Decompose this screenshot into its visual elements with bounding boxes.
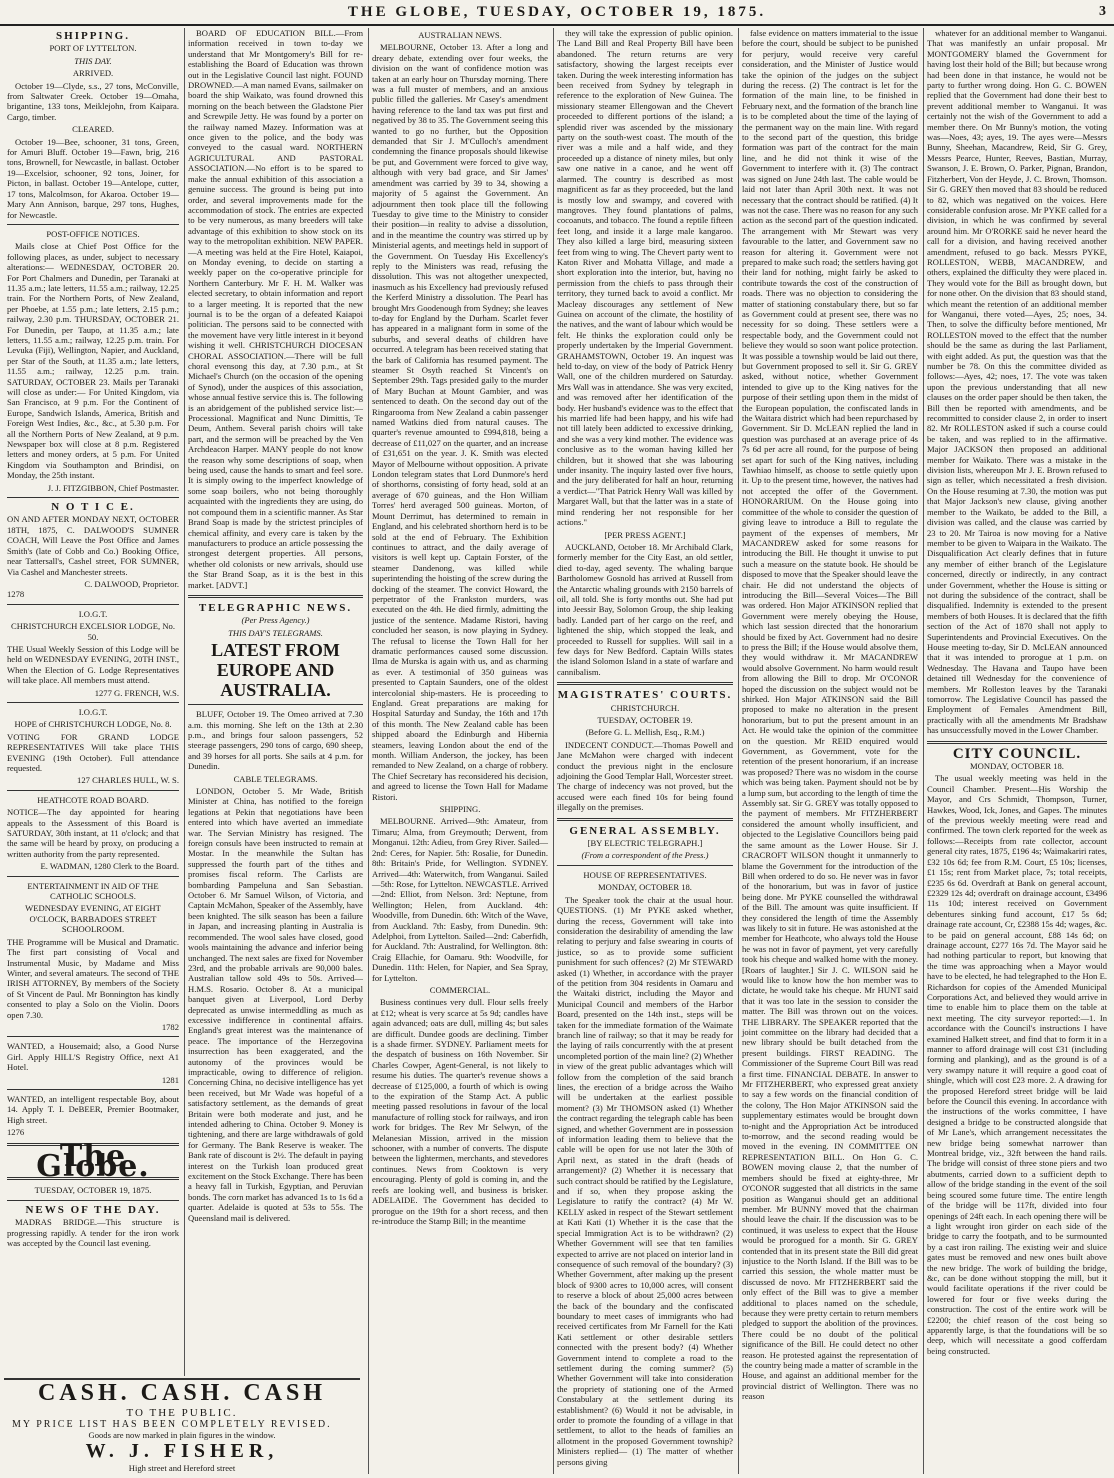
cable-text: LONDON, October 5. Mr Wade, British Minister at China, has notified to the foreign legations at Pekin that negotiations have been entered into which have averted an immediate war. The Servian Ministry has resigned. The foreign consuls have been instructed to remain at Mostar. In the meanwhile the Sultan has suppressed the fourth part of the tithes and promises fiscal reform. The Carlists are bombarding Pampeluna and San Sebastian. October 6. Mr Samuel Wilson, of Victoria, and Captain McMahon, Speaker of the Assembly, have been knighted. The silk season has been a failure in Japan, and increasing planting in Australia is recommended. The wool sales have closed, good wools maintaining the advance and inferior being unchanged. The next sales are fixed for November 23rd, and the probable arrivals are 90,000 bales. Australian tallow sold 49s to 50s. Arrived—H.M.S. Rosario. October 8. At a municipal banquet given at Liverpool, Lord Derby deprecated as unwise intermeddling as much as excessive indifference in continental affairs. England's great interest was the maintenance of peace. The importance of the Herzegovina insurrection has been exaggerated, and the autonomy of the provinces would be impracticable, owing to difference of religion. Concerning China, no decisive intelligence has yet been received, but Mr Wade was hopeful of a satisfactory settlement, as the demands of great Britain were both moderate and just, and he intended adhering to China. October 9. Money is tightening, and there are large withdrawals of gold for Germany. The Bank Reserve is weaker. The Bank rate of discount is 2½. The default in paying interest on the Turkish loan produced great excitement on the Stock Exchange. There has been a heavy fall in Turkish, Egyptian, and Peruvian bonds. The corn market has advanced 1s to 1s 6d a quarter. Adelaide is quoted at 53s to 55s. The Queensland mail is delivered. — [188, 786, 363, 1223]
notice-text: ON AND AFTER MONDAY NEXT, OCTOBER 18TH, 1875, C. DALWOOD'S SUMNER COACH, Will Leave the Post Office and James Smith's (late of Cobb and Co.) Booking Office, near Tattersall's, Cashel street, FOR SUMNER, Via Cashel and Manchester streets. — [7, 514, 179, 577]
commercial-heading: COMMERCIAL. — [429, 984, 491, 995]
iogt1-lodge: CHRISTCHURCH EXCELSIOR LODGE, No. 50. — [10, 621, 175, 642]
australian-news-heading: AUSTRALIAN NEWS. — [418, 30, 502, 40]
notice-number: 1278 — [7, 589, 25, 600]
column-5 — [738, 28, 921, 1474]
iogt2-text: VOTING FOR GRAND LODGE REPRESENTATIVES Will take place THIS EVENING (19th October). Full attendance requested. — [7, 731, 179, 773]
divider — [7, 1036, 179, 1037]
divider — [7, 497, 179, 498]
magistrates-text: INDECENT CONDUCT.—Thomas Powell and Jane McMahon were charged with indecent conduct the previous night in the enclosure adjoining the Good Templar Hall, Worcester street. The charge of indecency was not proved, but the accused were each fined 10s for being found illegally on the premises. — [557, 739, 733, 813]
magistrates-place: CHRISTCHURCH. — [610, 702, 680, 713]
cash-address: High street and Hereford street — [128, 1463, 236, 1473]
entertainment-number: 1782 — [161, 1021, 179, 1032]
cash-advertisement — [4, 1378, 360, 1473]
iogt2-heading: I.O.G.T. — [78, 706, 108, 717]
cable-heading: CABLE TELEGRAMS. — [233, 773, 318, 784]
house-heading: HOUSE OF REPRESENTATIVES. — [583, 869, 707, 880]
notice-heading: N O T I C E. — [51, 501, 135, 514]
news-of-day-heading: NEWS OF THE DAY. — [25, 1203, 161, 1216]
cleared-text: October 19—Bee, schooner, 31 tons, Green, for Amuri Bluff. October 19—Fawn, brig, 216 tons, Brownell, for Newcastle, in ballast. October 19—Excelsior, schooner, 92 tons, Joiner, for Picton, in ballast. October 19—Antelope, cutter, 17 tons, Malcolmson, for Akaroa. October 19—Mary Ann Annison, barque, 297 tons, Hughes, for Newcastle. — [7, 136, 179, 220]
column-1 — [4, 28, 182, 1474]
divider — [188, 595, 363, 598]
page-number: 3 — [1099, 4, 1106, 19]
arrived-text: October 19—Clyde, s.s., 27 tons, McConville, from Saltwater Creek. October 19—Omaha, brigantine, 133 tons, Meiklejohn, from Kaipara. Cargo, timber. — [7, 80, 179, 122]
house-date: MONDAY, OCTOBER 18. — [598, 882, 692, 893]
port-heading: PORT OF LYTTELTON. — [49, 43, 137, 54]
divider — [927, 741, 1107, 744]
city-council-date: MONDAY, OCTOBER 18. — [970, 761, 1064, 772]
road-board-heading: HEATHCOTE ROAD BOARD. — [37, 794, 149, 805]
divider — [7, 790, 179, 791]
divider — [7, 604, 179, 605]
wanted-boy-text: WANTED, an intelligent respectable Boy, about 14. Apply T. I. DeBEER, Premier Bootmaker, High street. — [7, 1093, 179, 1125]
general-assembly-telegraph: [BY ELECTRIC TELEGRAPH.] — [587, 838, 703, 849]
shipping-heading: SHIPPING. — [56, 30, 130, 42]
postoffice-text: Mails close at Chief Post Office for the following places, as under, subject to necessary alterations:— WEDNESDAY, OCTOBER 20. For Port Chalmers and Dunedin, per Taranaki at 11.35 a.m.; late letters, 11.55 a.m.; railway, 12.25 train. For the Northern Ports, of New Zealand, per Phoebe, at 1.55 p.m.; late letters, 2.15 p.m.; railway, 2.30 p.m. THURSDAY, OCTOBER 21. For Dunedin, per Taupo, at 11.35 a.m.; late letters, 11.55 a.m.; railway, 12.25 p.m. train. For Levuka (Fiji), Wellington, Napier, and Auckland, per Star of the South, at 11.35 a.m.; late letters, 11.55 a.m.; railway, 12.25 p.m. train. SATURDAY, OCTOBER 23. Mails per Taranaki will close as under:— For United Kingdom, via San Francisco, at 9 p.m. For the Continent of Europe, Sandwich Islands, America, British and Foreign West Indies, &c., &c., at 5.30 p.m. For all the Northern Ports of New Zealand, at 9 p.m. Newspaper box will close at 8 p.m. Registered letters and money orders, at 5 p.m. For United Kingdom via Southampton and Brindisi, on Monday, the 25th instant. — [7, 241, 179, 481]
assembly-end-text: whatever for an additional member to Wanganui. That was manifestly an unfair proposal. Mr MONTGOMERY blamed the Government for having lost their hold of the Bill; but because wrong had been done in that instance, he would not be party to further wrong doing. Hon G. C. BOWEN replied that the Government had done their best to prevent additional member to Wanganui. It was certainly not the wish of the Government to add a member there. On Mr Bunny's motion, the voting was—Noes, 43; ayes, 19. The ayes were—Messrs Bunny, Sheehan, Macandrew, Reid, Sir G. Grey, Messrs Pearce, Hunter, Reeves, Bastian, Murray, Swanson, J. E. Brown, O. Parker, Pignan, Brandon, Fitzherbert, Von der Heyde, J. C. Brown, Thomson. Sir G. GREY then moved that 83 should be reduced to 82, which was negatived on the voices. Here considerable confusion arose. Mr PYKE called for a division, in which he was confirmed by several around him. Mr O'RORKE said he never heard the call for a division, and having received another amendment, refused to go back. Messrs PYKE, ROLLESTON, WEBB, MACANDREW, and others, explained the difficulty they were placed in. They would vote for the Bill as brought down, but for none other. On the division that 83 should stand, which meant the retention of an additional member for Wanganui, there voted—Ayes, 25; noes, 34. Then, to solve the difficulty before mentioned, Mr ROLLESTON moved to the effect that the number should be the same as during the last Parliament, with eight added. As put, the question was that the number be 78. On this the committee divided as follows:—Ayes, 42; noes, 17. The vote was taken upon the previous understanding that all new clauses on the order paper should be then taken, the Bill then be reported with amendments, and be recommitted to consider clause 2, in order to insert 82. Mr ROLLESTON asked if such a course could be taken, and was replied to in the affirmative. Major JACKSON then proposed an additional member for Waikato. There was a mistake in the division lists, whereupon Mr J. E. Brown refused to sign as teller, which necessitated a fresh division. On the House resuming at 7.30, the motion was put that Major Jackson's new clause, giving another member to the Waikato, be added to the Bill, a division was called, and the clause was carried by 23 to 20. Mr Tairoa is now moving for a Native member to be given to Waipara in the Waikato. The Disqualification Act clearly defines that in future any member of either branch of the Legislature concerned, directly or indirectly, in any contract under Government, whether the House is sitting or not during the subsidence of the contract, shall be disqualified. Indemnity is extended to the present members of both Houses. It is declared that the fifth section of the Act of 1870 shall not apply to Superintendents and Provincial Executives. On the House meeting to-day, Sir D. McLEAN announced that it was intended to prorogue at 1 p.m. on Wednesday. The Havana and Taupo have been detained till Wednesday for the convenience of members. Mr Rolleston leaves by the Taranaki tomorrow. The Legislative Council has passed the Employment of Females Amendment Bill, practically with all the amendments Mr Bradshaw has unsuccessfully moved in the Lower Chamber. — [927, 28, 1107, 736]
city-council-heading: CITY COUNCIL. — [952, 745, 1082, 762]
cash-plain-figures: Goods are now marked in plain figures in the window. — [88, 1430, 276, 1440]
house-text: The Speaker took the chair at the usual hour. QUESTIONS. (1) Mr PYKE asked whether, during the recess, Government will take into consideration the desirability of amending the law relating to perjury and false swearing in courts of justice, so as to provide some sufficient punishment for such offences? (2) Mr STEWARD asked (1) Whether, in accordance with the prayer of the petition from 304 residents in Oamaru and the Waitaki district, including the Mayor and Municipal Council and members of the Harbor Board, presented on the 14th inst., steps will be taken for the immediate formation of the Waimate branch line of railway; so that it may be ready for the laying of rails concurrently with the at present uncompleted portion of the main line? (2) Whether in view of the great public advantages which will follow from the completion of the said branch lines, the erection of a bridge across the Waiho will be undertaken at the earliest possible moment? (3) Mr THOMSON asked (1) Whether the contract regarding the telegraph cable has been signed, and whether Government are in possession of information leading them to believe that the cable will be open for use not later the 30th of April next, as stated in the draft (heads of arrangement)? (2) Whether it is necessary that such contract should be ratified by the Legislature, and if so, when they propose asking the Legislature to ratify the contract? (4) Mr W. KELLY asked in respect of the Stewart settlement at Kati Kati (1) Whether it is the case that the special Immigration Act is to be withdrawn? (2) Whether Government will see that ten families expected to arrive are not placed on interior land in consequence of such removal of the boundary? (3) Whether Government, after making up the present block of 9300 acres to 10,000 acres, will consent to reserve a block of about 25,000 acres between the back of the boundary and the confiscated boundary to meet cases of immigrants who had received certificates from Mr Farnell for the Kati Kati settlement or other desirable settlers connected with the present body? (4) Whether Government intend to complete a road to the settlement during the coming summer? (5) Whether Government will take into consideration the propriety of stationing one of the Armed Constabulary at the settlement during its establishment? (6) Would it not be advisable, in order to promote the founding of a village in that settlement, to allot to the heads of families an allotment in the proposed Government township? Ministers replied— (1) The matter of whether persons giving — [557, 894, 733, 1467]
bluff-text: BLUFF, October 19. The Omeo arrived at 7.30 a.m. this morning. She left on the 13th at 2.30 p.m., and brings four saloon passengers, 52 steerage passengers, 290 tons of cargo, 690 sheep, and 39 horses for all ports. She sails at 4 p.m. for Dunedin. — [188, 709, 363, 772]
iogt1-heading: I.O.G.T. — [78, 608, 108, 619]
cleared-heading: CLEARED. — [72, 124, 114, 135]
cash-to-public: TO THE PUBLIC. — [126, 1407, 238, 1419]
column-4 — [553, 28, 736, 1474]
road-board-text: NOTICE—The day appointed for hearing appeals to the Assessment of this Board is SATURDAY, 30th instant, at 11 o'clock; and that the same will be heard by proxy, on producing a written authority from the party represented. — [7, 807, 179, 859]
globe-title: The Globe. — [36, 1138, 150, 1184]
local-news-text: BOARD OF EDUCATION BILL.—From information received in town to-day we understand that Mr Montgomery's Bill for re-establishing the Board of Education was thrown out in the Legislative Council last night. FOUND DROWNED.—A man named Evans, sailmaker on board the ship Waikato, was found drowned this morning on the beach between the Gladstone Pier and Screwpile Jetty. He was found by a porter on the railway named Mazey. Information was at once given to the police, and the body was conveyed to the casual ward. NORTHERN AGRICULTURAL AND PASTORAL ASSOCIATION.—No effort is to be spared to make the annual exhibition of this association a genuine success. The ground is being put into order, and several improvements made for the accommodation of stock. The entries are expected to be very numerous, as many breeders will take advantage of this exhibition to show stock on its way to the metropolitan exhibition. NEW PAPER.—A meeting was held at the Fire Hotel, Kaiapoi, on Monday evening, to decide on starting a weekly paper on the co-operative principle for Northern Canterbury. Mr F. H. M. Walker was elected secretary, to obtain information and report to a larger meeting. It is reported that the new journal is to be the organ of a defeated Kaiapoi politician. The persons said to be connected with the movement have very little interest in it beyond wishing it well. CHRISTCHURCH DIOCESAN CHORAL ASSOCIATION.—There will be full choral evensong this day, at 7.30 p.m., at St Michael's Church (on the occasion of the opening of Synod), under the auspices of this association, whose annual festive service this is. The following is an abridgement of the published service list:—Processional. Magnificat and Nunc Dimittis, Te Deum, Anthem. Several parish choirs will take part, and the sermon will be preached by the Ven Archdeacon Harper. MANY people do not know the reason why some descriptions of soap, when being used, cause the hands to smart and feel sore. It is simply owing to the imperfect knowledge of some soap boilers, who not being thoroughly acquainted with the ingredients they are using, do not compound them in a scientific manner. As Star Brand Soap is made by the strictest principles of chemical affinity, and every care is taken by the manufacturers to produce an article possessing the strongest detergent properties. All persons, whether old colonists or new arrivals, should use the Star Brand Soap, as it is the best in this market. [ADVT.] — [188, 28, 363, 590]
news-of-day-text: MADRAS BRIDGE.—This structure is progressing rapidly. A tender for the iron work was accepted by the Council last evening. — [7, 1217, 179, 1249]
divider — [7, 1200, 179, 1201]
cash-merchant-name: W. J. FISHER, — [85, 1440, 279, 1462]
postoffice-signature: J. J. FITZGIBBON, Chief Postmaster. — [47, 482, 179, 493]
columns — [4, 28, 1110, 1474]
general-assembly-correspondent: (From a correspondent of the Press.) — [581, 850, 709, 861]
this-day-heading: THIS DAY. — [74, 55, 112, 66]
iogt2-lodge: HOPE of CHRISTCHURCH LODGE, No. 8. — [14, 719, 172, 730]
entertainment-when: WEDNESDAY EVENING, AT EIGHT O'CLOCK, BARBADOES STREET SCHOOLROOM. — [25, 903, 161, 935]
shipping-text-2: MELBOURNE. Arrived—9th: Amateur, from Timaru; Alma, from Greymouth; Derwent, from Monganui. 12th: Adieu, from Grey River. Sailed—2nd: Ceres, for Napier. 5th: Rosalie, for Dunedin. 8th: Britain's Pride, for Wellington. SYDNEY. Arrived—4th: Waterwitch, from Wanganui. Sailed—5th: Rose, for Lyttelton. NEWCASTLE. Arrived—2nd: Elliot, from Nelson. 3rd: Neptune, from Wellington; Helen, from Auckland. 4th: Woodville, from Dunedin. 6th: Witch of the Wave, from Auckland. 7th: Easby, from Dunedin. 9th: Adelphoi, from Lyttelton. Sailed—2nd: Caberfidh, for Auckland. 7th: Australind, for Wellington. 8th: Craig Ellachie, for Oamaru. 9th: Woodville, for Dunedin. 11th: Helen, for Napier, and Sea Spray, for Lyttelton. — [372, 816, 548, 983]
masthead-title: THE GLOBE, TUESDAY, OCTOBER 19, 1875. — [347, 4, 767, 20]
latest-heading: LATEST FROM EUROPE AND AUSTRALIA. — [211, 640, 340, 701]
divider — [7, 224, 179, 225]
divider — [188, 704, 363, 705]
cash-price-list: MY PRICE LIST HAS BEEN COMPLETELY REVISED. — [12, 1419, 332, 1430]
telegraphic-agency: (Per Press Agency.) — [241, 615, 310, 626]
masthead — [0, 0, 1114, 26]
shipping-heading-2: SHIPPING. — [439, 804, 481, 815]
wanted-housemaid-text: WANTED, a Housemaid; also, a Good Nurse Girl. Apply HILL'S Registry Office, next A1 Hotel. — [7, 1041, 179, 1073]
column-3 — [368, 28, 551, 1474]
iogt2-signature: 127 CHARLES HULL, W. S. — [77, 775, 179, 786]
telegraphic-news-heading: TELEGRAPHIC NEWS. — [198, 601, 353, 614]
divider — [7, 1089, 179, 1090]
arrived-heading: ARRIVED. — [72, 68, 114, 79]
divider — [7, 702, 179, 703]
divider — [557, 818, 733, 821]
australian-news-text: MELBOURNE, October 13. After a long and dreary debate, extending over four weeks, the division on the want of confidence motion was taken at an early hour on Thursday morning. There was a full muster of members, and an anxious public filled the galleries. Mr Casey's amendment having reference to the land tax was put first and negatived by 38 to 35. The Government seeing this wanted to go no further, but the Opposition demanded that Sir J. M'Culloch's amendment condemning the finance proposals should likewise be put, and Government were forced to give way, although with very bad grace, and Sir James' amendment was carried by 39 to 34, showing a majority of 5 against the Government. An adjournment then took place till the following Tuesday to give time to the Ministry to consider their position—in reality to advise a dissolution, and in the meantime the country was stirred up by Ministerial agents, and meetings held in support of the Government. On Tuesday His Excellency's reply to the Ministers was read, refusing the dissolution. This was not altogether unexpected, inasmuch as his Excellency had previously refused the Kerferd Ministry a dissolution. The Pearl has brought Mrs Goodenough from Sydney; she leaves to-day for England by the Durham. Scarlet fever has appeared in a malignant form in some of the suburbs, and several deaths of children have occurred. A telegram has been received stating that the bark of California has resumed payment. The steamer St Osyth reached St Vincent's on September 29th. Tags presided gaily to the murder of Mary Buchan at Mount Gambier, and was sentenced to death. On the second day out of the Ringarooma from New Zealand a cabin passenger named Watkins died from natural causes. The quarter's revenue amounted to £994,818, being a decrease of £11,027 on the quarter, and an increase of £31,651 on the year. J. K. Smith was elected Mayor of Melbourne without opposition. A private London telegram states that Lord Dunmore's herd of shorthorns, consisting of forty head, sold at an average of 670 guineas, and the Hon William Torres' herd averaged 500 guineas. Morton, of Mount Derrimut, has determined to remain in England, and his celebrated shorthorn herd is to be sold at the end of February. The Exhibition continues to attract, and the daily average of visitors is well kept up. Captain Forster, of the steamer Dandenong, was killed while superintending the hoisting of the screw during the docking of the steamer. The convict Howard, the perpetrator of the Frankston murders, was executed on the 4th. He died firmly, admitting the justice of the sentence. Madame Ristori, having concluded her season, is now playing in Sydney. The refusal to license the Town Hall for her dramatic performances caused some discussion. Ilma de Murska is again with us, and as charming as ever. A testimonial of 350 guineas was presented to Captain Saunders, one of the oldest intercolonial ship-masters. He is proceeding to England. Great preparations are making for Hospital Saturday and Sunday, the 16th and 17th of this month. The New Zealand cable has been shipped aboard the Edinburgh and Hibernia steamers, leaving London about the end of the month. William Anderson, the jockey, has been remanded to New Zealand, on a charge of robbery. The Chief Secretary has reconsidered his decision, and agreed to license the Town Hall for Madame Ristori. — [372, 42, 548, 802]
road-board-signature: E. WADMAN, 1280 Clerk to the Board. — [40, 861, 179, 872]
wanted-housemaid-number: 1281 — [161, 1074, 179, 1085]
iogt1-signature: 1277 G. FRENCH, W.S. — [94, 687, 179, 698]
entertainment-text: THE Programme will be Musical and Dramatic. The first part consisting of Vocal and Instrumental Music, by Madame and Miss Winter, and several amateurs. The second of THE IRISH ATTORNEY, By members of the Society of St Vincent de Paul. Mr Bonnington has kindly consented to play a Solo on the Violin. Doors open 7.30. — [7, 936, 179, 1020]
cash-headline: CASH. CASH. CASH — [37, 1380, 327, 1406]
new-guinea-text: they will take the expression of public opinion. The Land Bill and Real Property Bill have been abandoned. The return returns are very satisfactory, showing the largest receipts ever taken. During the week interesting information has been received from Sydney by telegraph in reference to the exploration of New Guinea. The missionary steamer Ellengowan and the Chevert proceeded to different portions of the island; a splendid river was ascended by the missionary party on the south-west coast. The mouth of the river was a mile and a half wide, and they proceeded up a distance of ninety miles, but only saw one native in a canoe, and he went off alarmed. The country is described as most magnificent as far as they proceeded, but the land is mostly low and swampy, and covered with mangroves. They found plantations of palms, cocoanuts, and tobacco. The found a reptile fifteen feet long, and inside it a large male kangaroo. They also killed a large bird, measuring sixteen feet from wing to wing. The Chevert party went to Katon River and Mohatta Village, and made a short exploration into the interior, but, having no permission from the chiefs to pass through their territory, they turned back to avoid a conflict. Mr Macleay discourages any settlement of New Guinea on account of the climate, the hostility of the natives, and the want of labour which would be felt. He thinks the exploration could only be properly undertaken by the Imperial Government. GRAHAMSTOWN, October 19. An inquest was held to-day, on view of the body of Patrick Henry Wall, one of the children murdered on Saturday. Mrs Wall was in attendance. She was very excited, and was removed after her identification of the body. Her husband's evidence was to the effect that his married life had been happy, and his wife had not till lately been addicted to excessive drinking, and she was a very kind mother. The evidence was conclusive as to the woman having killed her children, but it showed that she was labouring under insanity. The inquiry lasted over five hours, and the jury deliberated for half an hour, returning a verdict—"That Patrick Henry Wall was killed by Margaret Wall, but that the latter was in a state of mind rendering her not responsible for her actions." — [557, 28, 733, 528]
column-2 — [184, 28, 366, 1376]
telegraphic-sub: THIS DAY'S TELEGRAMS. — [228, 627, 323, 638]
divider — [557, 682, 733, 685]
postoffice-heading: POST-OFFICE NOTICES. — [46, 228, 140, 239]
magistrates-bench: (Before G. L. Mellish, Esq., R.M.) — [585, 727, 705, 738]
general-assembly-heading: GENERAL ASSEMBLY. — [569, 824, 721, 837]
column-6 — [923, 28, 1110, 1474]
divider — [7, 876, 179, 877]
notice-signature: C. DALWOOD, Proprietor. — [84, 578, 179, 589]
globe-date: TUESDAY, OCTOBER 19, 1875. — [34, 1185, 152, 1196]
press-agent-heading: [PER PRESS AGENT.] — [604, 529, 686, 540]
auckland-text: AUCKLAND, October 18. Mr Archibald Clark, formerly member for the City East, an old settler, died to-day, aged seventy. The whaling barque Bartholomew Gosnold has arrived at Russell from the Antarctic whaling grounds with 2150 barrels of oil, all told. She is forty months out. She had put into Jeessir Bay, Solomon Group, the ship leaking badly. Landed part of her cargo on the reef, and lightened the ship, which stopped the leak, and proceeded to Russell for supplies. Will sail in a few days for New Bedford. Captain Wills states the island Solomon Island in a state of warfare and cannibalism. — [557, 541, 733, 677]
magistrates-heading: MAGISTRATES' COURTS. — [557, 689, 733, 702]
city-council-text: The usual weekly meeting was held in the Council Chamber. Present—His Worship the Mayor, and Crs Schmidt, Thompson, Turner, Hawkes, Wood, Ick, Jones, and Gapes. The minutes of the previous weekly meeting were read and confirmed. The town clerk reported for the week as follows:—Receipts from rate collector, account general city rates, 1875, £196 4s; Waimakariri rates, £32 10s 6d; fee from R.M. Court, £5 10s; licenses, £1 15s; rent from Market place, 7s; total receipts, £235 6s 6d. Overdraft at Bank on general account, £2329 12s 4d; overdraft on drainage account, £3496 11s 10d; interest received on Government debentures sinking fund account, £17 5s 6d; drainage rate account, Cr, £2388 15s 4d; wages, &c. to be paid on general account, £88 14s 6d; on drainage account, £277 16s 7d. The Mayor said he had nothing particular to report, but knowing that the time was approaching when a Mayor would have to be elected, he had telegraphed to the Hon E. Richardson for copies of the Amended Municipal Corporations Act, and believed they would arrive in time to enable him to place them on the table at next meeting. The city surveyor reported:—1. In accordance with the Council's instructions I have examined Halkett street, and find that to form it in a manner to afford drainage will cost £31 (including forming and planking), and as the ground is of a very swampy nature it will require a good coat of shingle, which will cost £23 more. 2. A drawing for the proposed Hereford street bridge will be laid before the Council this evening. In accordance with the instructions of the works committee, I have designed a bridge to be constructed alongside that of Mr Lane's, which arrangement necessitates the new bridge being somewhat narrower than Montreal bridge, viz., 32ft between the hand rails. The bridge will consist of three stone piers and two abutments, carried down to a sufficient depth to allow of the bridge standing in the event of the soil being scoured some future time. The entire length of the bridge will be 117ft, divided into four openings of 24ft each. In each opening there will be a light wrought iron girder on each side of the bridge to carry the footpath, and to be surmounted by a cast iron railing. The existing weir and sluice gates must be removed and new ones built above the new bridge. The work of building the bridge, &c, can be done without stopping the mill, but it would facilitate operations if the river could be lowered for four or five weeks during the construction. The cost of the entire work will be £2200; the chief reason of the cost being so apparently large, is that the foundations will be so deep, which will necessitate a good cofferdam being constructed. — [927, 773, 1107, 1356]
divider — [557, 865, 733, 866]
commercial-text: Business continues very dull. Flour sells freely at £12; wheat is very scarce at 5s 9d; candles have again advanced; oats are dull, milling 4s; but sales are difficult. Dundee goods are declining. Timber is a shade firmer. SYDNEY. Parliament meets for the despatch of business on 16th November. Sir Charles Cowper, Agent-General, is not likely to resume his duties. The quarter's revenue shows a decrease of £125,000, a fourth of which is owing to the expiration of the Stamp Act. A public meeting passed resolutions in favour of the local manufacture of rolling stock for railways, and iron work for bridges. The Rev Mr Selwyn, of the Melanesian Mission, arrived in the mission schooner, with a number of converts. The dispute between the lightermen, merchants, and stevedores continues. News from Cooktown is very encouraging. Plenty of gold is coming in, and the reefs are looking well, and business is brisker. ADELAIDE. The Government has decided to prorogue on the 19th for a short recess, and then re-introduce the Stamp Bill; in the meantime — [372, 997, 548, 1226]
wanted-boy-number: 1276 — [7, 1127, 25, 1138]
assembly-continued-text: false evidence on matters immaterial to the issue before the court, should be subject to be punished for perjury, would receive very careful consideration, and the Minister of Justice would take the opinion of the judges on the subject during the recess. (2) The contract is let for the formation of the main line, to be finished in February next, and the formation of the branch line is to be completed about the time of the laying of the permanent way on the main line. With regard to the second part of the question, this bridge formation was part of the contract for the main line, and he did not think it wise of the Government to interfere with it. (3) The contract was signed on June 24th last. The cable would be laid not later than April 30th next. It was not necessary that the contract should be ratified. (4) It was not the case. There was no reason for any such action as the second part of the question indicated. The arrangement with Mr Stewart was very favourable to the latter, and Government saw no reason for altering it. Government were not prepared to make such road; the settlers having got their land for nothing, might fairly be asked to contribute towards the cost of the construction of roads. There was no objection to considering the matter of stationing constabulary there, but so far as Government could at present see, there was no necessity for so doing. These settlers were a respectable body, and the Government could not believe they would so soon want police protection. It was possible a township would be laid out there, but Government proposed to sell it. Sir G. GREY asked, without notice, whether Government intended to give up to the King natives for the purpose of their settling upon them in the midst of the European population, the confiscated lands in the Waitara district which had been repurchased by Government. Sir D. McLEAN replied the land in question was purchased at an average price of 4s 7s 6d per acre all round, for the purpose of being set apart for such of the King natives, including Tawhiao himself, as choose to settle quietly upon it. Up to the present time, however, the natives had not accepted the offer of the Government. HONORARIUM. On the House going into committee of the whole to consider the question of giving leave to introduce a Bill to regulate the payment of the expenses of members, Mr MACANDREW asked for some reasons for introducing the Bill. He thought it unwise to put such a measure on the statute book. He should be disposed to move that the Speaker should leave the chair. He did not understand the objects of introducing the Bill—Several Voices—The Bill was ordered. Hon Major ATKINSON replied that Government were merely obeying the House, which last session directed that the honorarium should be fixed by Act. Government had no desire to press the Bill; if the House would absolve them, they would withdraw it. Mr MACANDREW would absolve Government. No harm would result from allowing the Bill to drop. Mr O'CONOR hoped the discussion on the subject would not be shirked. Hon Major ATKINSON said the Bill proposed to make no alteration in the present honorarium, but to put the present amount in an Act. He would take the opinion of the committee on the question. Mr REID enquired would Government, as Government, vote for the retention of the present honorarium, if an increase was proposed? There was no wisdom in the course which was being taken. Payment should not be by a lump sum, but according to the length of time the Assembly sat. Sir G. GREY was totally opposed to the payment of members. Mr FITZHERBERT considered the amount wholly insufficient, and objected to the Legislative Councillors being paid the same amount as the Lower House. Sir J. CRACROFT WILSON thought it unmannerly to blame the Government for the introduction of the Bill when ordered to do so. He never was in favor of the honorarium, but was in favor of justice being done. Mr PYKE counselled the withdrawal of the Bill. The amount was quite insufficient. If they considered the length of time the Assembly was likely to sit in future. He was astonished at the member for Heathcote, who always told the House he was not in favor of payment, yet very carefully took his cheque and walked home with the money. [Roars of laughter.] Sir J. C. WILSON said he would like to know how the hon member was to dictate, he would take his cheque. Mr HUNT said that it was too late in the session to consider the matter. The Bill was thrown out on the voices. THE LIBRARY. The SPEAKER reported that the joint committee on the library had decided that a new library should be built detached from the present buildings. FIRST READING. The Commissioner of the Supreme Court Bill was read a first time. FINANCIAL DEBATE. In answer to Mr FITZHERBERT, who expressed great anxiety to say a few words on the financial condition of the colony, The Hon Major ATKINSON said the supplementary estimates would be brought down to-night and the Appropriation Act be introduced to-morrow, and the second reading would be moved in the evening. IN COMMITTEE ON REPRESENTATION BILL. On Hon G. C. BOWEN moving clause 2, that the number of members should be fixed at eighty-three, Mr O'CONOR suggested that all districts in the same position as Wanganui should get an additional member. Mr BUNNY moved that the chairman should leave the chair. If the discussion was to be continued, it was useless to expect that the House would be prorogued for a month. Sir G. GREY contended that in its present state the Bill did great injustice to the North Island. If the Bill was to be carried this session, the whole matter must be discussed de novo. Mr FITZHERBERT said the only effect of the Bill was to give a member additional to places named on the schedule, because they were pretty certain to return members pledged to support the abolition of the provinces. There could be no doubt of the political significance of the Bill. He could detect no other reason. He protested against the representation of the country being made a matter of scramble in the House, and against an additional member for the provincial district of Wellington. There was no reason — [742, 28, 918, 1402]
iogt1-text: THE Usual Weekly Session of this Lodge will be held on WEDNESDAY EVENING, 20TH INST., When the Election of G. Lodge Representatives will take place. All members must attend. — [7, 643, 179, 686]
magistrates-date: TUESDAY, OCTOBER 19. — [597, 715, 693, 725]
entertainment-heading: ENTERTAINMENT IN AID OF THE CATHOLIC SCHOOLS. — [27, 880, 159, 902]
